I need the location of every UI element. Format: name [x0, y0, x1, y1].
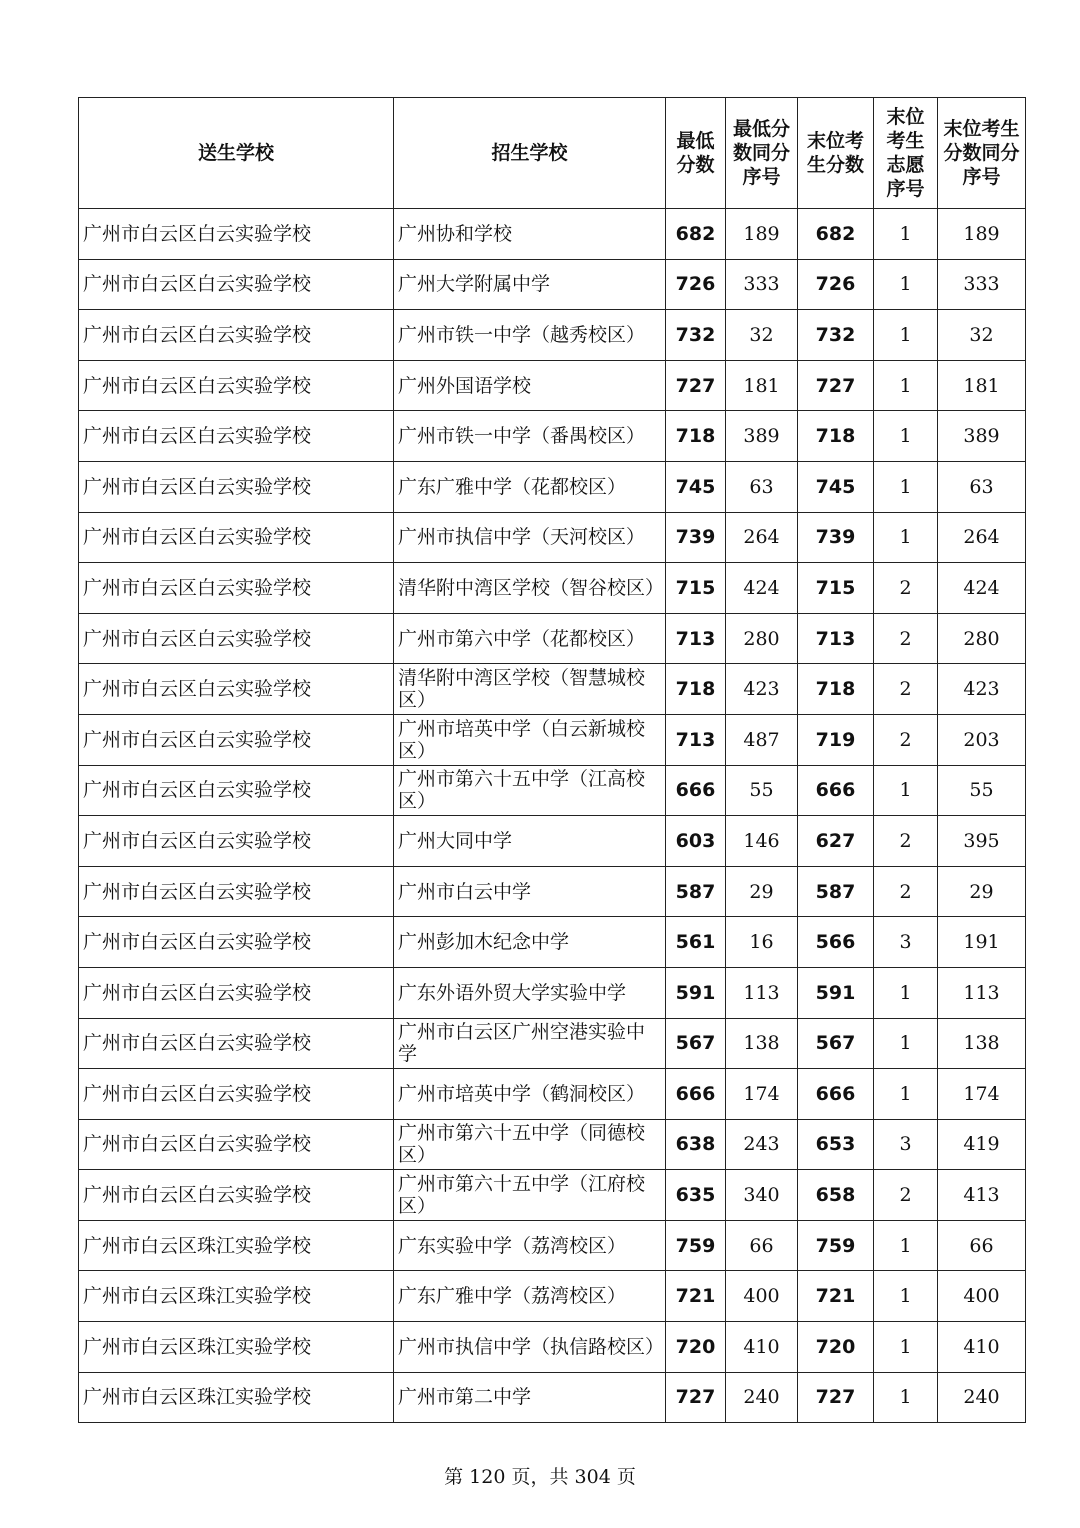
min-same-rank-cell: 280: [726, 613, 798, 664]
last-score-cell: 587: [798, 866, 874, 917]
recv-school-cell: 广州市第六十五中学（同德校区）: [394, 1119, 666, 1170]
send-school-cell: 广州市白云区白云实验学校: [79, 360, 394, 411]
last-wish-cell: 2: [874, 613, 938, 664]
last-score-cell: 658: [798, 1170, 874, 1221]
recv-school-cell: 广州大学附属中学: [394, 259, 666, 310]
header-last-wish: 末位考生志愿序号: [874, 98, 938, 209]
header-recv-school: 招生学校: [394, 98, 666, 209]
last-wish-cell: 3: [874, 1119, 938, 1170]
last-score-cell: 566: [798, 917, 874, 968]
recv-school-cell: 广州市白云中学: [394, 866, 666, 917]
min-score-cell: 718: [666, 664, 726, 715]
last-same-rank-cell: 423: [938, 664, 1026, 715]
min-same-rank-cell: 400: [726, 1271, 798, 1322]
recv-school-cell: 清华附中湾区学校（智慧城校区）: [394, 664, 666, 715]
table-row: [79, 1069, 1026, 1120]
send-school-cell: 广州市白云区白云实验学校: [79, 512, 394, 563]
min-score-cell: 759: [666, 1220, 726, 1271]
last-same-rank-cell: 424: [938, 563, 1026, 614]
last-wish-cell: 1: [874, 209, 938, 260]
last-same-rank-cell: 419: [938, 1119, 1026, 1170]
header-min-same-rank: 最低分数同分序号: [726, 98, 798, 209]
recv-school-cell: 广东外语外贸大学实验中学: [394, 967, 666, 1018]
recv-school-cell: 广州市铁一中学（番禺校区）: [394, 411, 666, 462]
recv-school-cell: 广州市执信中学（执信路校区）: [394, 1322, 666, 1373]
min-score-cell: 739: [666, 512, 726, 563]
recv-school-cell: 广州市执信中学（天河校区）: [394, 512, 666, 563]
recv-school-cell: 广东广雅中学（花都校区）: [394, 461, 666, 512]
min-same-rank-cell: 181: [726, 360, 798, 411]
min-score-cell: 638: [666, 1119, 726, 1170]
send-school-cell: 广州市白云区白云实验学校: [79, 563, 394, 614]
min-score-cell: 666: [666, 1069, 726, 1120]
recv-school-cell: 清华附中湾区学校（智谷校区）: [394, 563, 666, 614]
recv-school-cell: 广州市第六十五中学（江高校区）: [394, 765, 666, 816]
last-wish-cell: 2: [874, 714, 938, 765]
send-school-cell: 广州市白云区白云实验学校: [79, 714, 394, 765]
page-number: 第 120 页，共 304 页: [444, 1466, 636, 1488]
header-last-score: 末位考生分数: [798, 98, 874, 209]
last-same-rank-cell: 203: [938, 714, 1026, 765]
send-school-cell: 广州市白云区白云实验学校: [79, 461, 394, 512]
min-score-cell: 745: [666, 461, 726, 512]
min-same-rank-cell: 424: [726, 563, 798, 614]
last-wish-cell: 2: [874, 1170, 938, 1221]
table-header-row: [79, 98, 1026, 209]
last-same-rank-cell: 413: [938, 1170, 1026, 1221]
last-wish-cell: 1: [874, 461, 938, 512]
last-same-rank-cell: 400: [938, 1271, 1026, 1322]
last-wish-cell: 2: [874, 563, 938, 614]
last-same-rank-cell: 138: [938, 1018, 1026, 1069]
min-score-cell: 713: [666, 613, 726, 664]
last-wish-cell: 1: [874, 411, 938, 462]
recv-school-cell: 广东广雅中学（荔湾校区）: [394, 1271, 666, 1322]
last-wish-cell: 1: [874, 1069, 938, 1120]
last-same-rank-cell: 189: [938, 209, 1026, 260]
last-same-rank-cell: 113: [938, 967, 1026, 1018]
recv-school-cell: 广州外国语学校: [394, 360, 666, 411]
recv-school-cell: 广东实验中学（荔湾校区）: [394, 1220, 666, 1271]
last-score-cell: 682: [798, 209, 874, 260]
last-score-cell: 719: [798, 714, 874, 765]
table-row: [79, 816, 1026, 867]
last-wish-cell: 1: [874, 512, 938, 563]
min-same-rank-cell: 138: [726, 1018, 798, 1069]
last-same-rank-cell: 191: [938, 917, 1026, 968]
last-wish-cell: 1: [874, 765, 938, 816]
send-school-cell: 广州市白云区白云实验学校: [79, 866, 394, 917]
table-row: [79, 512, 1026, 563]
last-score-cell: 627: [798, 816, 874, 867]
header-min-score: 最低分数: [666, 98, 726, 209]
table-row: [79, 613, 1026, 664]
send-school-cell: 广州市白云区白云实验学校: [79, 613, 394, 664]
last-score-cell: 567: [798, 1018, 874, 1069]
table-row: [79, 967, 1026, 1018]
min-score-cell: 666: [666, 765, 726, 816]
recv-school-cell: 广州市第六中学（花都校区）: [394, 613, 666, 664]
min-same-rank-cell: 410: [726, 1322, 798, 1373]
send-school-cell: 广州市白云区珠江实验学校: [79, 1372, 394, 1423]
last-score-cell: 732: [798, 310, 874, 361]
min-same-rank-cell: 63: [726, 461, 798, 512]
table-row: [79, 765, 1026, 816]
send-school-cell: 广州市白云区珠江实验学校: [79, 1271, 394, 1322]
min-same-rank-cell: 113: [726, 967, 798, 1018]
send-school-cell: 广州市白云区白云实验学校: [79, 816, 394, 867]
recv-school-cell: 广州市培英中学（鹤洞校区）: [394, 1069, 666, 1120]
last-wish-cell: 2: [874, 664, 938, 715]
recv-school-cell: 广州彭加木纪念中学: [394, 917, 666, 968]
last-same-rank-cell: 264: [938, 512, 1026, 563]
send-school-cell: 广州市白云区白云实验学校: [79, 259, 394, 310]
last-score-cell: 715: [798, 563, 874, 614]
min-score-cell: 727: [666, 1372, 726, 1423]
min-score-cell: 732: [666, 310, 726, 361]
min-same-rank-cell: 487: [726, 714, 798, 765]
min-score-cell: 713: [666, 714, 726, 765]
min-score-cell: 726: [666, 259, 726, 310]
send-school-cell: 广州市白云区白云实验学校: [79, 1018, 394, 1069]
last-wish-cell: 1: [874, 967, 938, 1018]
table-row: [79, 917, 1026, 968]
table-row: [79, 360, 1026, 411]
send-school-cell: 广州市白云区白云实验学校: [79, 917, 394, 968]
last-score-cell: 727: [798, 1372, 874, 1423]
min-same-rank-cell: 333: [726, 259, 798, 310]
last-score-cell: 653: [798, 1119, 874, 1170]
send-school-cell: 广州市白云区白云实验学校: [79, 967, 394, 1018]
send-school-cell: 广州市白云区白云实验学校: [79, 1119, 394, 1170]
table-row: [79, 1372, 1026, 1423]
min-score-cell: 721: [666, 1271, 726, 1322]
last-same-rank-cell: 410: [938, 1322, 1026, 1373]
table-row: [79, 310, 1026, 361]
last-score-cell: 718: [798, 664, 874, 715]
min-same-rank-cell: 423: [726, 664, 798, 715]
min-score-cell: 603: [666, 816, 726, 867]
table-row: [79, 259, 1026, 310]
last-same-rank-cell: 63: [938, 461, 1026, 512]
min-same-rank-cell: 264: [726, 512, 798, 563]
last-wish-cell: 1: [874, 1372, 938, 1423]
admission-score-table: [78, 97, 1026, 1423]
table-row: [79, 1119, 1026, 1170]
table-row: [79, 563, 1026, 614]
last-score-cell: 713: [798, 613, 874, 664]
min-score-cell: 567: [666, 1018, 726, 1069]
min-same-rank-cell: 55: [726, 765, 798, 816]
last-score-cell: 726: [798, 259, 874, 310]
send-school-cell: 广州市白云区白云实验学校: [79, 411, 394, 462]
table-row: [79, 866, 1026, 917]
min-score-cell: 591: [666, 967, 726, 1018]
last-score-cell: 720: [798, 1322, 874, 1373]
table-body: [79, 209, 1026, 1423]
send-school-cell: 广州市白云区白云实验学校: [79, 664, 394, 715]
last-wish-cell: 1: [874, 1220, 938, 1271]
send-school-cell: 广州市白云区白云实验学校: [79, 1170, 394, 1221]
min-same-rank-cell: 146: [726, 816, 798, 867]
last-score-cell: 666: [798, 1069, 874, 1120]
last-wish-cell: 3: [874, 917, 938, 968]
last-score-cell: 759: [798, 1220, 874, 1271]
recv-school-cell: 广州市白云区广州空港实验中学: [394, 1018, 666, 1069]
min-same-rank-cell: 16: [726, 917, 798, 968]
header-send-school: 送生学校: [79, 98, 394, 209]
min-score-cell: 682: [666, 209, 726, 260]
last-score-cell: 721: [798, 1271, 874, 1322]
last-score-cell: 666: [798, 765, 874, 816]
recv-school-cell: 广州大同中学: [394, 816, 666, 867]
min-same-rank-cell: 240: [726, 1372, 798, 1423]
min-same-rank-cell: 389: [726, 411, 798, 462]
last-wish-cell: 1: [874, 310, 938, 361]
min-score-cell: 727: [666, 360, 726, 411]
last-same-rank-cell: 29: [938, 866, 1026, 917]
last-score-cell: 745: [798, 461, 874, 512]
send-school-cell: 广州市白云区白云实验学校: [79, 765, 394, 816]
last-same-rank-cell: 174: [938, 1069, 1026, 1120]
last-wish-cell: 2: [874, 816, 938, 867]
send-school-cell: 广州市白云区白云实验学校: [79, 1069, 394, 1120]
last-wish-cell: 1: [874, 1322, 938, 1373]
send-school-cell: 广州市白云区白云实验学校: [79, 310, 394, 361]
table-row: [79, 1220, 1026, 1271]
recv-school-cell: 广州协和学校: [394, 209, 666, 260]
send-school-cell: 广州市白云区白云实验学校: [79, 209, 394, 260]
last-score-cell: 718: [798, 411, 874, 462]
table-row: [79, 664, 1026, 715]
last-score-cell: 739: [798, 512, 874, 563]
table-row: [79, 209, 1026, 260]
last-same-rank-cell: 389: [938, 411, 1026, 462]
table-row: [79, 1170, 1026, 1221]
last-same-rank-cell: 181: [938, 360, 1026, 411]
last-same-rank-cell: 32: [938, 310, 1026, 361]
last-wish-cell: 1: [874, 1271, 938, 1322]
send-school-cell: 广州市白云区珠江实验学校: [79, 1322, 394, 1373]
min-same-rank-cell: 189: [726, 209, 798, 260]
table-row: [79, 714, 1026, 765]
last-score-cell: 727: [798, 360, 874, 411]
recv-school-cell: 广州市培英中学（白云新城校区）: [394, 714, 666, 765]
min-score-cell: 561: [666, 917, 726, 968]
last-same-rank-cell: 280: [938, 613, 1026, 664]
min-same-rank-cell: 340: [726, 1170, 798, 1221]
last-wish-cell: 1: [874, 259, 938, 310]
min-same-rank-cell: 66: [726, 1220, 798, 1271]
last-score-cell: 591: [798, 967, 874, 1018]
min-same-rank-cell: 32: [726, 310, 798, 361]
last-wish-cell: 2: [874, 866, 938, 917]
send-school-cell: 广州市白云区珠江实验学校: [79, 1220, 394, 1271]
last-wish-cell: 1: [874, 360, 938, 411]
header-last-same-rank: 末位考生分数同分序号: [938, 98, 1026, 209]
min-score-cell: 720: [666, 1322, 726, 1373]
min-score-cell: 635: [666, 1170, 726, 1221]
recv-school-cell: 广州市铁一中学（越秀校区）: [394, 310, 666, 361]
table-row: [79, 1018, 1026, 1069]
last-same-rank-cell: 66: [938, 1220, 1026, 1271]
last-same-rank-cell: 333: [938, 259, 1026, 310]
min-same-rank-cell: 243: [726, 1119, 798, 1170]
recv-school-cell: 广州市第二中学: [394, 1372, 666, 1423]
min-score-cell: 587: [666, 866, 726, 917]
min-score-cell: 715: [666, 563, 726, 614]
last-same-rank-cell: 55: [938, 765, 1026, 816]
recv-school-cell: 广州市第六十五中学（江府校区）: [394, 1170, 666, 1221]
min-score-cell: 718: [666, 411, 726, 462]
table-row: [79, 1271, 1026, 1322]
last-wish-cell: 1: [874, 1018, 938, 1069]
last-same-rank-cell: 240: [938, 1372, 1026, 1423]
min-same-rank-cell: 174: [726, 1069, 798, 1120]
table-row: [79, 411, 1026, 462]
table-row: [79, 461, 1026, 512]
table-row: [79, 1322, 1026, 1373]
min-same-rank-cell: 29: [726, 866, 798, 917]
last-same-rank-cell: 395: [938, 816, 1026, 867]
